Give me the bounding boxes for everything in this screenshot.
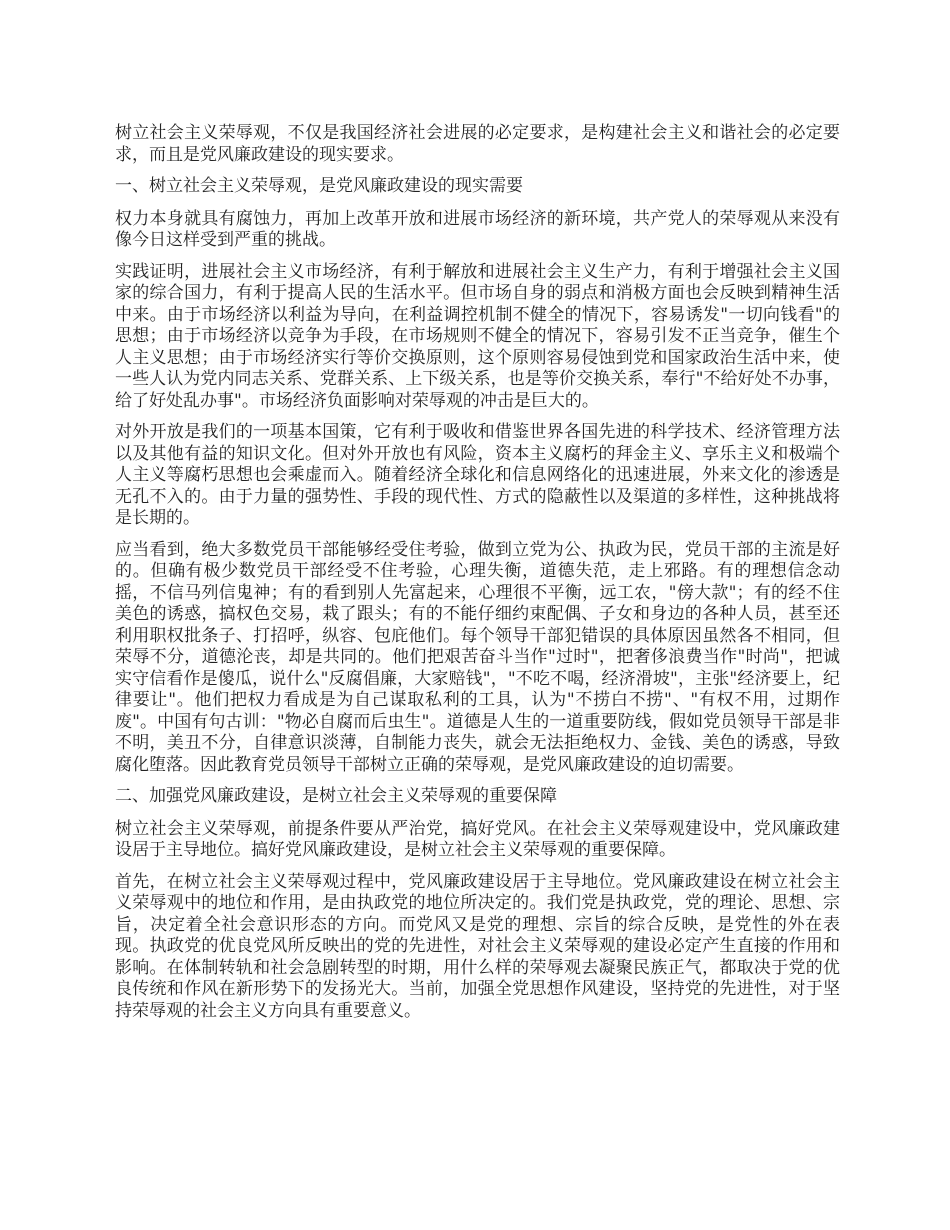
document-body <box>115 123 840 1032</box>
body-paragraph: 对外开放是我们的一项基本国策，它有利于吸收和借鉴世界各国先进的科学技术、经济管理方法以及其他有益的知识文化。但对外开放也有风险，资本主义腐朽的拜金主义、享乐主义和极端个人主义等腐朽思想也会乘虚而入。随着经济全球化和信息网络化的迅速进展，外来文化的渗透是无孔不入的。由于力量的强势性、手段的现代性、方式的隐蔽性以及渠道的多样性，这种挑战将是长期的。 <box>115 422 840 528</box>
section-heading-2: 二、加强党风廉政建设，是树立社会主义荣辱观的重要保障 <box>115 786 557 806</box>
body-paragraph: 实践证明，进展社会主义市场经济，有利于解放和进展社会主义生产力，有利于增强社会主义国家的综合国力，有利于提高人民的生活水平。但市场自身的弱点和消极方面也会反映到精神生活中来。由于市场经济以利益为导向，在利益调控机制不健全的情况下，容易诱发"一切向钱看"的思想；由于市场经济以竞争为手段，在市场规则不健全的情况下，容易引发不正当竞争，催生个人主义思想；由于市场经济实行等价交换原则，这个原则容易侵蚀到党和国家政治生活中来，使一些人认为党内同志关系、党群关系、上下级关系，也是等价交换关系，奉行"不给好处不办事，给了好处乱办事"。市场经济负面影响对荣辱观的冲击是巨大的。 <box>115 261 840 411</box>
body-paragraph: 首先，在树立社会主义荣辱观过程中，党风廉政建设居于主导地位。党风廉政建设在树立社会主义荣辱观中的地位和作用，是由执政党的地位所决定的。我们党是执政党，党的理论、思想、宗旨，决定着全社会意识形态的方向。而党风又是党的理想、宗旨的综合反映，是党性的外在表现。执政党的优良党风所反映出的党的先进性，对社会主义荣辱观的建设必定产生直接的作用和影响。在体制转轨和社会急剧转型的时期，用什么样的荣辱观去凝聚民族正气，都取决于党的优良传统和作风在新形势下的发扬光大。当前，加强全党思想作风建设，坚持党的先进性，对于坚持荣辱观的社会主义方向具有重要意义。 <box>115 871 840 1021</box>
section-heading-1: 一、树立社会主义荣辱观，是党风廉政建设的现实需要 <box>115 176 523 196</box>
body-paragraph: 应当看到，绝大多数党员干部能够经受住考验，做到立党为公、执政为民，党员干部的主流是好的。但确有极少数党员干部经受不住考验，心理失衡，道德失范，走上邪路。有的理想信念动摇，不信马列信鬼神；有的看到别人先富起来，心理很不平衡，远工农，"傍大款"；有的经不住美色的诱惑，搞权色交易，栽了跟头；有的不能仔细约束配偶、子女和身边的各种人员，甚至还利用职权批条子、打招呼，纵容、包庇他们。每个领导干部犯错误的具体原因虽然各不相同，但荣辱不分，道德沦丧，却是共同的。他们把艰苦奋斗当作"过时"，把奢侈浪费当作"时尚"，把诚实守信看作是傻瓜，说什么"反腐倡廉，大家赔钱"，"不吃不喝，经济滑坡"，主张"经济要上，纪律要让"。他们把权力看成是为自己谋取私利的工具，认为"不捞白不捞"、"有权不用，过期作废"。中国有句古训："物必自腐而后虫生"。道德是人生的一道重要防线，假如党员领导干部是非不明，美丑不分，自律意识淡薄，自制能力丧失，就会无法拒绝权力、金钱、美色的诱惑，导致腐化堕落。因此教育党员领导干部树立正确的荣辱观，是党风廉政建设的迫切需要。 <box>115 539 840 775</box>
intro-paragraph: 树立社会主义荣辱观，不仅是我国经济社会进展的必定要求，是构建社会主义和谐社会的必定要求，而且是党风廉政建设的现实要求。 <box>115 123 840 165</box>
body-paragraph: 权力本身就具有腐蚀力，再加上改革开放和进展市场经济的新环境，共产党人的荣辱观从来没有像今日这样受到严重的挑战。 <box>115 208 840 250</box>
body-paragraph: 树立社会主义荣辱观，前提条件要从严治党，搞好党风。在社会主义荣辱观建设中，党风廉政建设居于主导地位。搞好党风廉政建设，是树立社会主义荣辱观的重要保障。 <box>115 818 840 860</box>
